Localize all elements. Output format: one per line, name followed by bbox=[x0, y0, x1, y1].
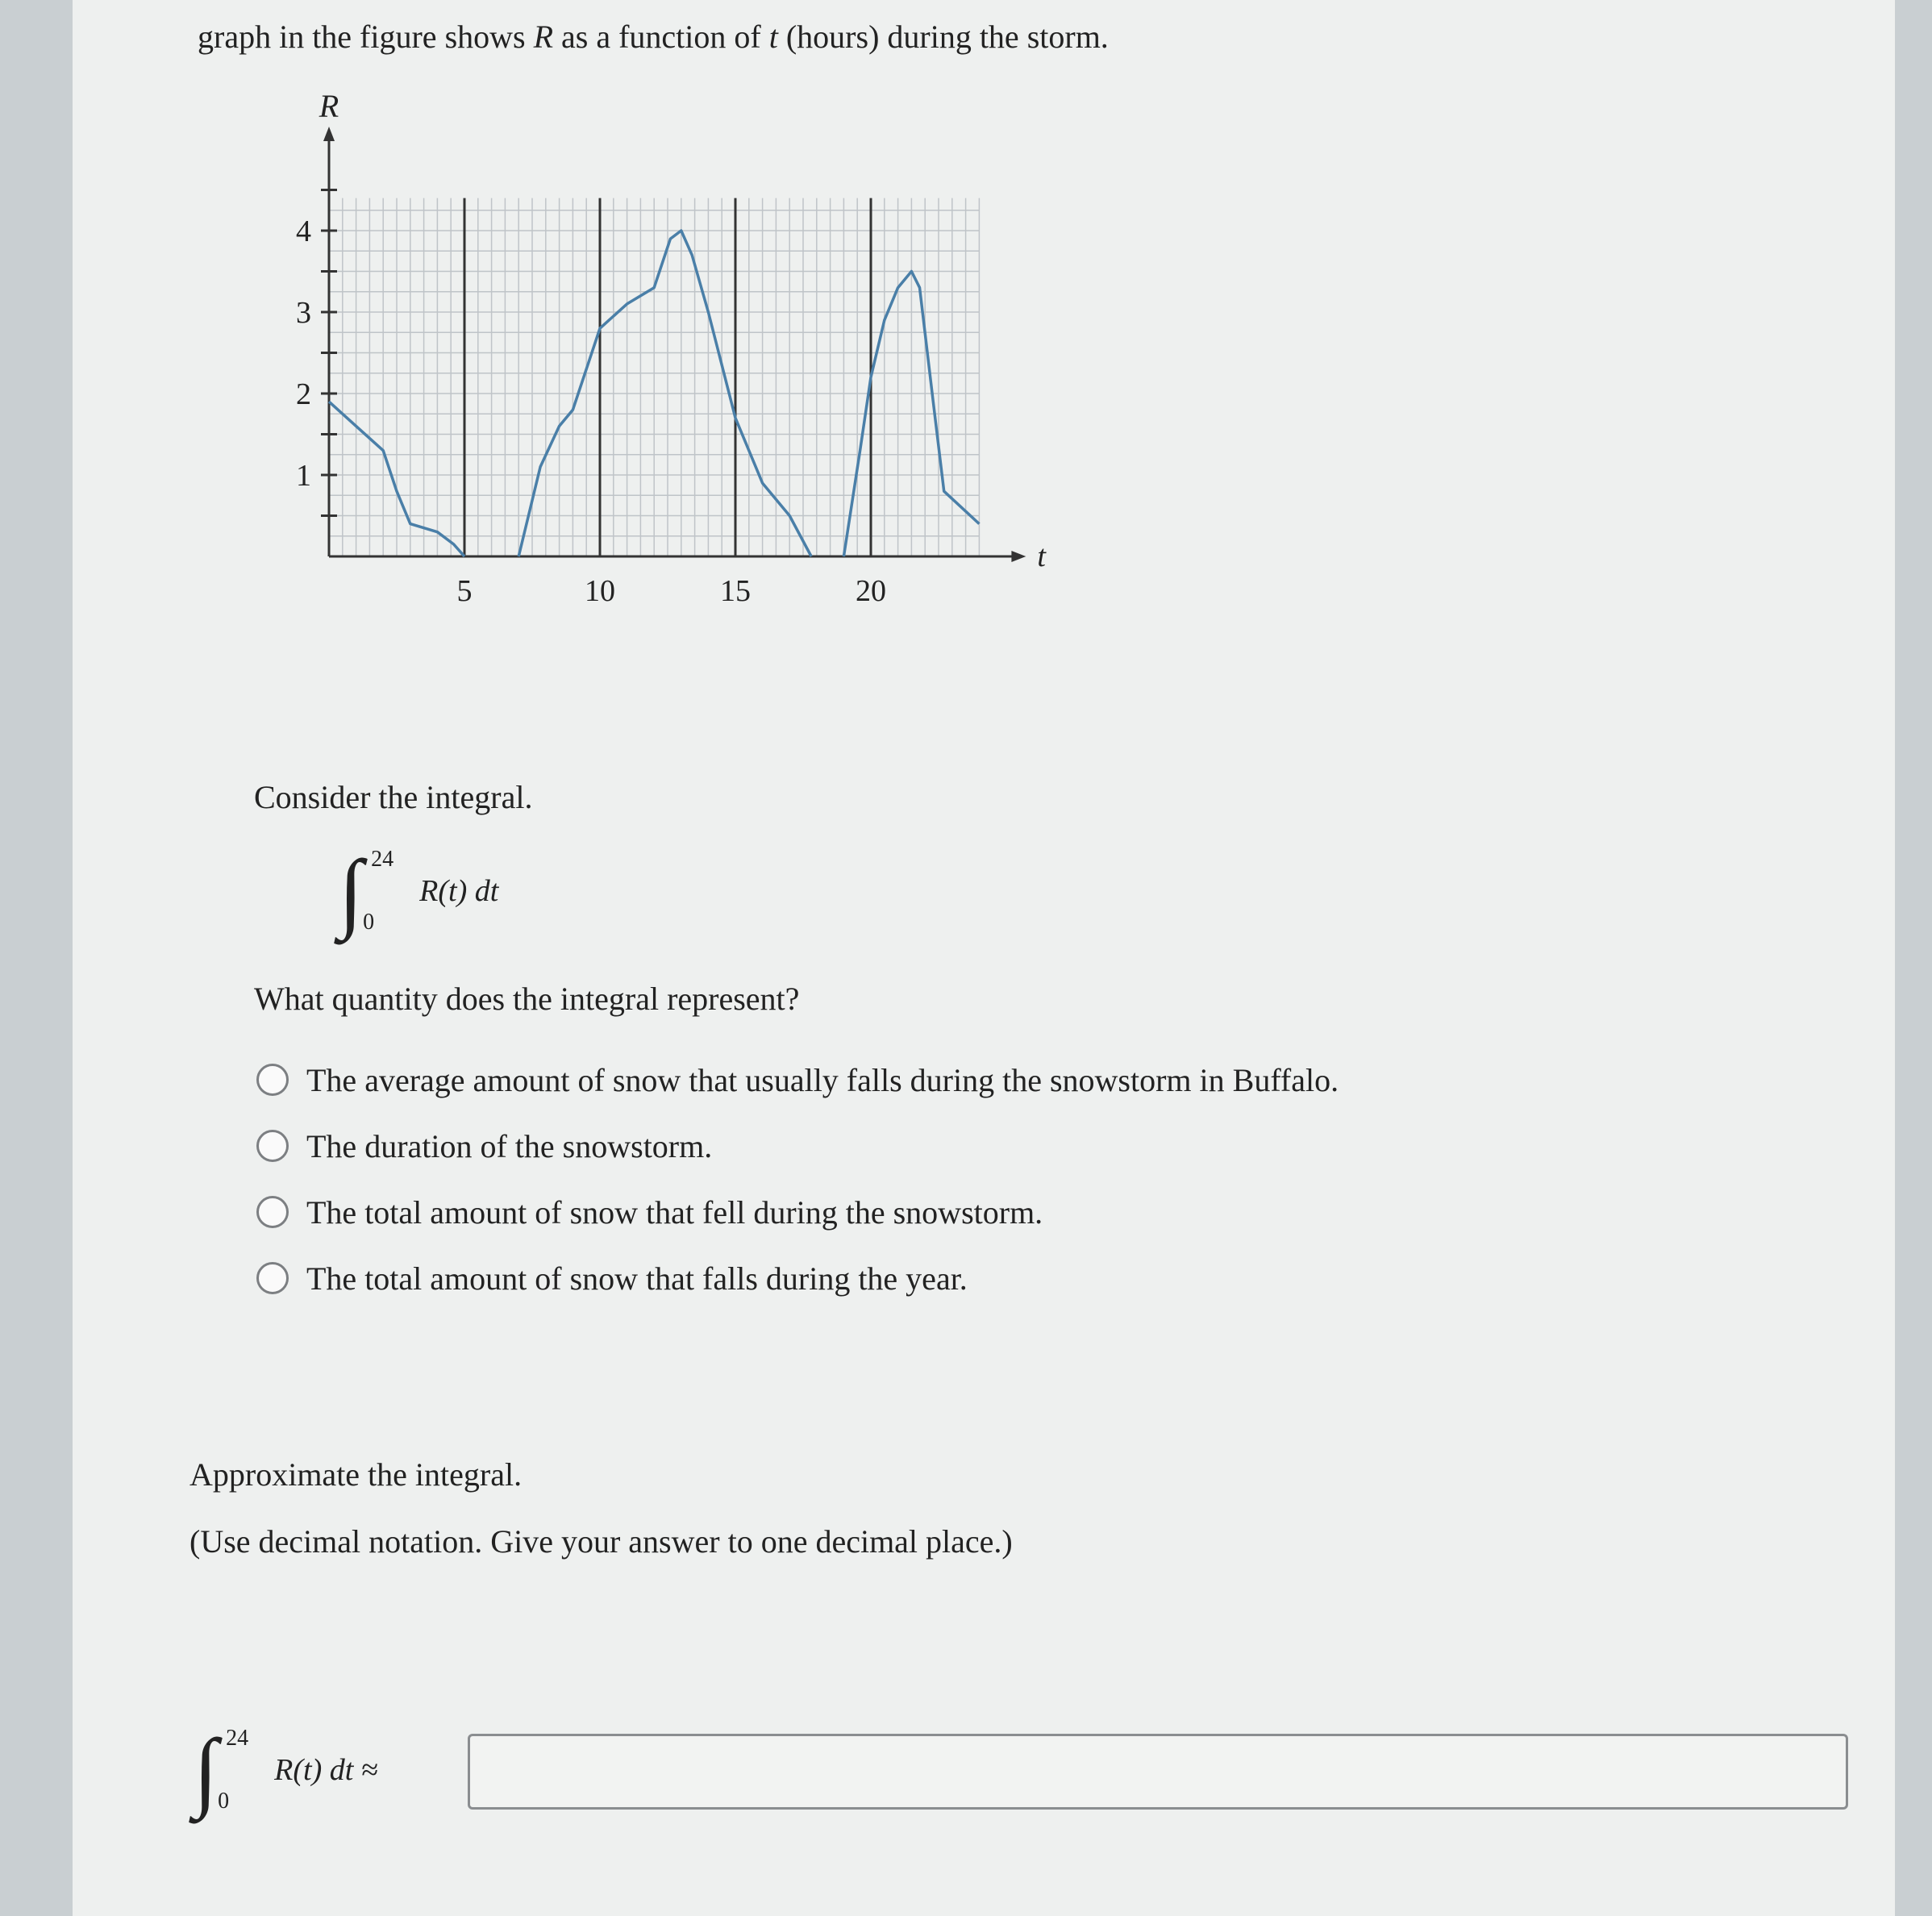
integrand: R(t) dt bbox=[419, 874, 499, 908]
y-axis-arrow bbox=[323, 127, 335, 141]
instruction-note: (Use decimal notation. Give your answer to one decimal place.) bbox=[189, 1523, 1013, 1560]
x-tick-label: 5 bbox=[456, 574, 473, 608]
option-label: The average amount of snow that usually falls during the snowstorm in Buffalo. bbox=[306, 1061, 1339, 1098]
y-tick-label: 2 bbox=[296, 377, 311, 411]
option-label: The duration of the snowstorm. bbox=[306, 1127, 713, 1164]
option-total-snow-year[interactable] bbox=[256, 1245, 1339, 1311]
option-total-snow-storm[interactable] bbox=[256, 1179, 1339, 1245]
integral-lower-limit: 0 bbox=[363, 910, 375, 935]
x-tick-label: 20 bbox=[856, 574, 886, 608]
integral-sign: ∫ bbox=[339, 842, 364, 940]
rate-graph bbox=[266, 85, 1072, 633]
y-axis-label: R bbox=[319, 88, 339, 124]
x-tick-label: 10 bbox=[585, 574, 615, 608]
option-label: The total amount of snow that fell during the snowstorm. bbox=[306, 1193, 1043, 1231]
radio-button[interactable] bbox=[256, 1130, 289, 1162]
x-tick-label: 15 bbox=[720, 574, 751, 608]
integral-upper-limit: 24 bbox=[226, 1726, 249, 1751]
problem-page bbox=[73, 0, 1895, 1916]
question-text: What quantity does the integral represent? bbox=[254, 981, 800, 1017]
consider-text: Consider the integral. bbox=[254, 779, 533, 815]
x-axis-arrow bbox=[1011, 551, 1026, 562]
y-tick-label: 1 bbox=[296, 459, 311, 493]
option-duration[interactable] bbox=[256, 1113, 1339, 1179]
answer-input[interactable] bbox=[468, 1734, 1848, 1810]
radio-button[interactable] bbox=[256, 1196, 289, 1228]
intro-text: graph in the figure shows R as a function of t (hours) during the storm. bbox=[198, 19, 1109, 55]
y-tick-label: 4 bbox=[296, 215, 311, 248]
integral-answer-label bbox=[194, 1721, 378, 1819]
y-tick-label: 3 bbox=[296, 296, 311, 330]
approximate-text: Approximate the integral. bbox=[189, 1456, 523, 1493]
integral-expression bbox=[339, 842, 499, 940]
integral-sign: ∫ bbox=[194, 1721, 219, 1819]
answer-options bbox=[256, 1047, 1339, 1311]
integrand: R(t) dt ≈ bbox=[274, 1753, 378, 1787]
radio-button[interactable] bbox=[256, 1262, 289, 1294]
radio-button[interactable] bbox=[256, 1064, 289, 1096]
option-label: The total amount of snow that falls during the year. bbox=[306, 1260, 968, 1297]
option-average-snow[interactable] bbox=[256, 1047, 1339, 1113]
integral-upper-limit: 24 bbox=[371, 847, 394, 872]
x-axis-label: t bbox=[1037, 539, 1046, 573]
integral-lower-limit: 0 bbox=[218, 1789, 230, 1814]
